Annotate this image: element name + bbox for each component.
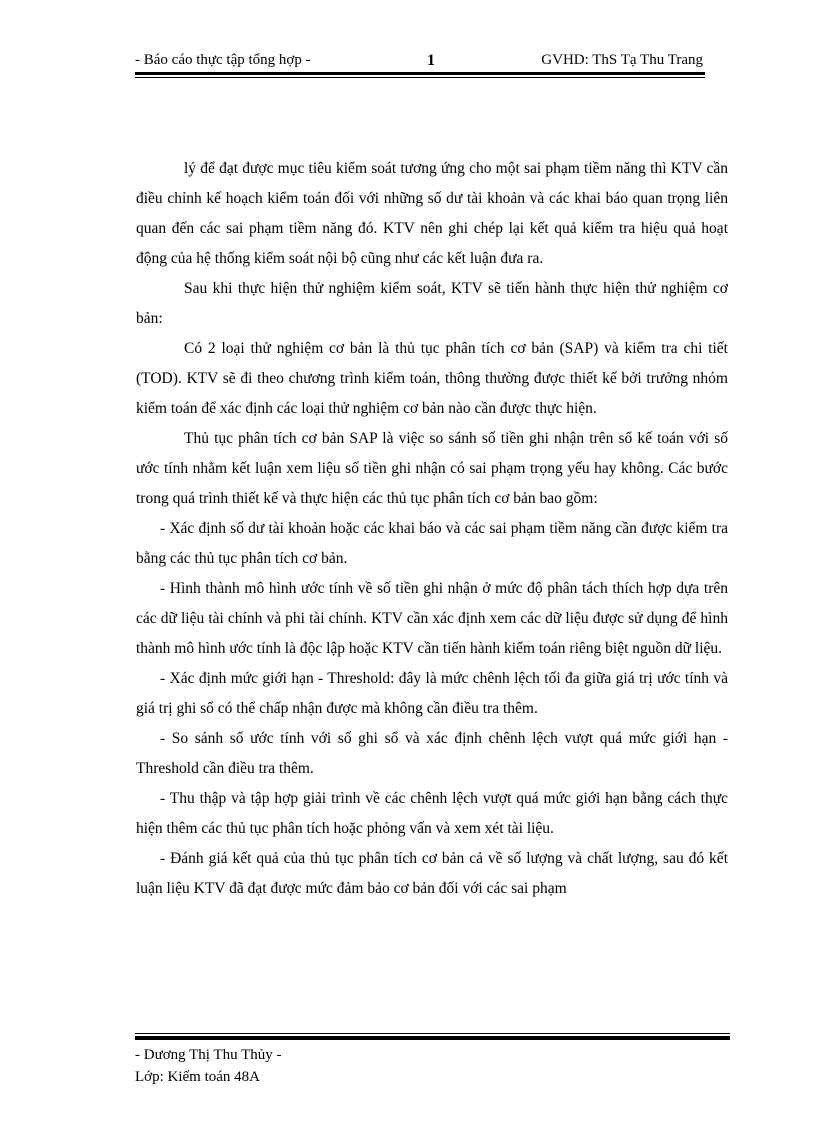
page-number: 1 xyxy=(427,52,435,69)
document-body xyxy=(136,154,728,904)
class-label: Lớp: Kiểm toán 48A xyxy=(135,1069,260,1085)
list-item: - Xác định số dư tài khoản hoặc các khai báo và các sai phạm tiềm năng cần được kiểm tra bằng các thủ tục phân tích cơ bản. xyxy=(136,520,728,567)
list-item: - So sánh số ước tính với số ghi sổ và xác định chênh lệch vượt quá mức giới hạn - Threshold cần điều tra thêm. xyxy=(136,730,728,777)
footer-divider-thick xyxy=(135,1036,730,1040)
paragraph: Thủ tục phân tích cơ bản SAP là việc so sánh số tiền ghi nhận trên sổ kế toán với số ước tính nhằm kết luận xem liệu số tiền ghi nhận có sai phạm trọng yếu hay không. Các bước trong quá trình thiết kế và thực hiện các thủ tục phân tích cơ bản bao gồm: xyxy=(136,430,728,507)
page-footer xyxy=(135,1044,281,1088)
list-item: - Hình thành mô hình ước tính về số tiền ghi nhận ở mức độ phân tách thích hợp dựa trên các dữ liệu tài chính và phi tài chính. KTV cần xác định xem các dữ liệu được sử dụng để hình thành mô hình ước tính là độc lập hoặc KTV cần tiến hành kiểm toán riêng biệt nguồn dữ liệu. xyxy=(136,580,728,657)
list-item: - Thu thập và tập hợp giải trình về các chênh lệch vượt quá mức giới hạn bằng cách thực hiện thêm các thủ tục phân tích hoặc phỏng vấn và xem xét tài liệu. xyxy=(136,790,728,837)
page-header xyxy=(135,48,705,72)
supervisor-label: GVHD: ThS Tạ Thu Trang xyxy=(541,52,703,68)
report-title: - Báo cáo thực tập tổng hợp - xyxy=(135,52,311,68)
footer-divider-thin xyxy=(135,1033,730,1034)
header-divider-thick xyxy=(135,72,705,75)
list-item: - Đánh giá kết quả của thủ tục phân tích cơ bản cả về số lượng và chất lượng, sau đó kết luận liệu KTV đã đạt được mức đảm bảo cơ bản đối với các sai phạm xyxy=(136,850,728,897)
header-divider-thin xyxy=(135,77,705,78)
paragraph: Sau khi thực hiện thử nghiệm kiểm soát, KTV sẽ tiến hành thực hiện thử nghiệm cơ bản: xyxy=(136,280,728,327)
author-name: - Dương Thị Thu Thủy - xyxy=(135,1047,282,1063)
paragraph: Có 2 loại thử nghiệm cơ bản là thủ tục phân tích cơ bản (SAP) và kiểm tra chi tiết (TOD). KTV sẽ đi theo chương trình kiểm toán, thông thường được thiết kế bởi trưởng nhóm kiểm toán để xác định các loại thử nghiệm cơ bản nào cần được thực hiện. xyxy=(136,340,728,417)
paragraph: lý để đạt được mục tiêu kiểm soát tương ứng cho một sai phạm tiềm năng thì KTV cần điều chỉnh kế hoạch kiểm toán đối với những số dư tài khoản và các khai báo quan trọng liên quan đến các sai phạm tiềm năng đó. KTV nên ghi chép lại kết quả kiểm tra hiệu quả hoạt động của hệ thống kiểm soát nội bộ cũng như các kết luận đưa ra. xyxy=(136,160,728,267)
list-item: - Xác định mức giới hạn - Threshold: đây là mức chênh lệch tối đa giữa giá trị ước tính và giá trị ghi sổ có thể chấp nhận được mà không cần điều tra thêm. xyxy=(136,670,728,717)
